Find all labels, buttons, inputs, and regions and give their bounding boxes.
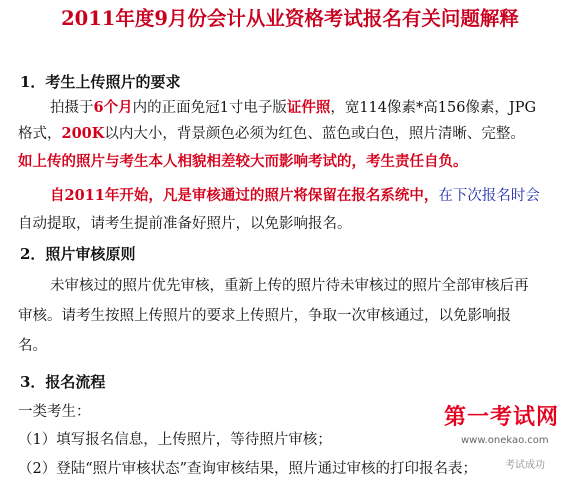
section2-para-line3: 名。 [18, 338, 47, 354]
section1-para1-line2 [18, 124, 525, 144]
page-title: 2011年度9月份会计从业资格考试报名有关问题解释 [61, 7, 519, 30]
section1-para2-line1 [50, 186, 540, 206]
text-run: 以内大小，背景颜色必须为红色、蓝色或白色，照片清晰、完整。 [104, 126, 525, 142]
section1-para1-line1 [50, 98, 536, 118]
text-run-blue: 在下次报名时会 [438, 188, 540, 204]
highlight-2011-notice: 自2011年开始，凡是审核通过的照片将保留在报名系统中， [50, 187, 439, 204]
watermark-tag: 考试成功 [505, 460, 545, 471]
text-run: ，宽114像素*高156像素，JPG [330, 100, 537, 116]
section1-heading: 1．考生上传照片的要求 [20, 73, 181, 91]
section1-para2-line2: 自动提取，请考生提前准备好照片，以免影响报名。 [18, 216, 352, 232]
highlight-six-months: 6个月 [93, 99, 133, 116]
section2-heading: 2．照片审核原则 [20, 245, 136, 263]
watermark-logo: 第一考试网 [444, 404, 560, 430]
section3-heading: 3．报名流程 [20, 373, 106, 391]
section1-warning: 如上传的照片与考生本人相貌相差较大而影响考试的，考生责任自负。 [18, 153, 468, 170]
section3-category: 一类考生： [18, 404, 91, 420]
section2-para-line1: 未审核过的照片优先审核，重新上传的照片待未审核过的照片全部审核后再 [50, 278, 529, 294]
watermark-url: www.onekao.com [461, 435, 549, 446]
text-run: 内的正面免冠1寸电子版 [132, 100, 287, 116]
section3-step2: （2）登陆“照片审核状态”查询审核结果，照片通过审核的打印报名表； [18, 461, 478, 477]
highlight-200k: 200K [61, 125, 105, 142]
section3-step1: （1）填写报名信息，上传照片，等待照片审核； [18, 432, 332, 448]
text-run: 拍摄于 [50, 100, 94, 116]
highlight-id-photo: 证件照 [286, 99, 331, 116]
section2-para-line2: 审核。请考生按照上传照片的要求上传照片，争取一次审核通过，以免影响报 [18, 308, 511, 324]
text-run: 格式， [18, 126, 62, 142]
